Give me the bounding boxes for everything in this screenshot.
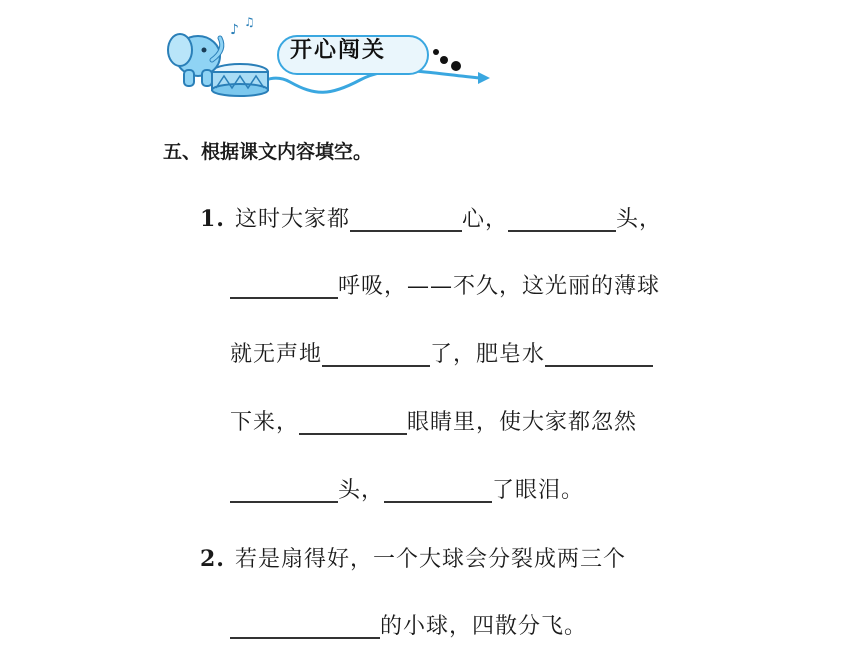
question-number: 1. (200, 206, 225, 232)
fill-blank[interactable] (299, 409, 407, 435)
fill-blank[interactable] (508, 206, 616, 232)
text: 心， (461, 207, 508, 232)
text: 下来， (230, 410, 300, 435)
q1-line-4 (230, 408, 637, 438)
q2-line-1 (200, 544, 626, 575)
q2-line-2 (230, 612, 587, 642)
fill-blank[interactable] (230, 477, 338, 503)
text: 就无声地 (230, 342, 323, 367)
text: 若是扇得好，一个大球会分裂成两三个 (234, 547, 626, 572)
fill-blank[interactable] (545, 341, 653, 367)
fill-blank[interactable] (230, 273, 338, 299)
text: 眼睛里，使大家都忽然 (407, 410, 638, 435)
text: 头， (616, 207, 663, 232)
text: 呼吸，——不久，这光丽的薄球 (338, 274, 661, 299)
section-heading: 五、根据课文内容填空。 (163, 141, 373, 163)
fill-blank[interactable] (230, 613, 380, 639)
banner-title: 开心闯关 (290, 38, 387, 63)
svg-text:♫: ♫ (244, 15, 255, 29)
q1-line-5 (230, 476, 584, 506)
text: 这时大家都 (234, 207, 350, 232)
fill-blank[interactable] (350, 206, 462, 232)
q1-line-3 (230, 340, 653, 370)
q1-line-1 (200, 204, 662, 235)
text: 了，肥皂水 (430, 342, 546, 367)
question-number: 2. (200, 546, 225, 572)
text: 的小球，四散分飞。 (380, 614, 588, 639)
q1-line-2 (230, 272, 660, 302)
text: 头， (338, 478, 385, 503)
fill-blank[interactable] (384, 477, 492, 503)
text: 了眼泪。 (492, 478, 585, 503)
fill-blank[interactable] (322, 341, 430, 367)
svg-text:♪: ♪ (230, 22, 239, 38)
